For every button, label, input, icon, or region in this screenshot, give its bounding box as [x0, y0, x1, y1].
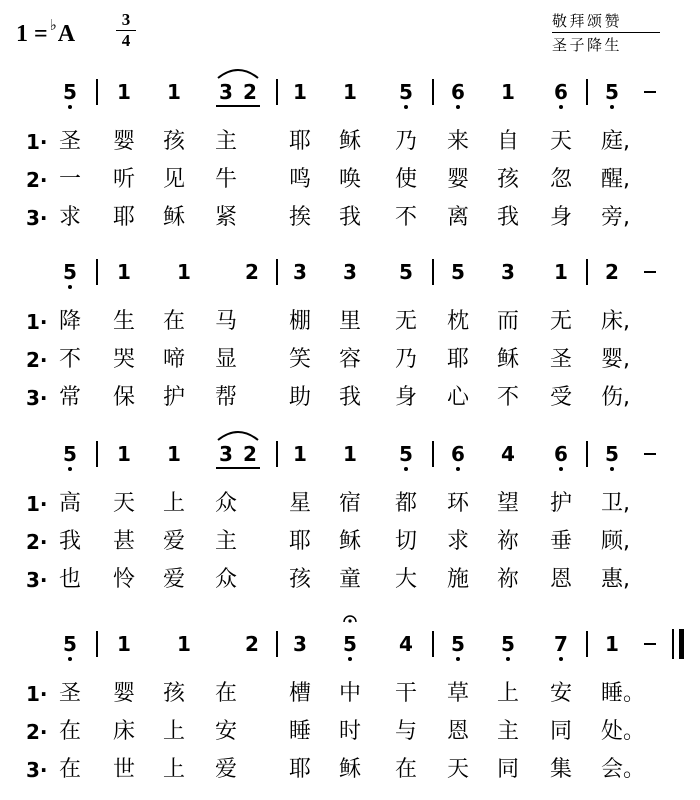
lyric-syllable: 天 — [113, 491, 136, 516]
note-digit: 5 — [63, 632, 77, 656]
lyric-syllable: 床 — [113, 719, 136, 744]
lyric-syllable: 施 — [447, 567, 470, 592]
verse-number: 2· — [26, 168, 48, 192]
note-digit: 1 — [177, 632, 191, 656]
note-digit: 2 — [605, 260, 619, 284]
key-prefix: 1 = — [16, 21, 48, 47]
lyric-syllable: 主 — [215, 529, 238, 554]
note-digit: 4 — [399, 632, 413, 656]
note-digit: 2 — [243, 80, 257, 104]
note-digit: 3 — [501, 260, 515, 284]
lyric-syllable: 耶 — [289, 129, 312, 154]
verse-number: 1· — [26, 682, 48, 706]
lyric-syllable: 而 — [497, 309, 520, 334]
lyric-syllable: 不 — [395, 205, 418, 230]
note-digit: 1 — [177, 260, 191, 284]
note-digit: 5 — [501, 632, 515, 656]
lyric-syllable: 在 — [395, 757, 418, 782]
verse-number: 3· — [26, 386, 48, 410]
lyric-syllable: 草 — [447, 681, 470, 706]
lyric-syllable: 都 — [395, 491, 418, 516]
lyric-syllable: 保 — [113, 385, 136, 410]
lyric-syllable: 稣 — [339, 529, 362, 554]
lyric-syllable: 来 — [447, 129, 470, 154]
lyric-syllable: 爱 — [215, 757, 238, 782]
note-digit: 5 — [63, 80, 77, 104]
lyric-syllable: 见 — [163, 167, 186, 192]
lyric-syllable: 我 — [339, 385, 362, 410]
verse-number: 1· — [26, 130, 48, 154]
lyric-syllable: 上 — [163, 491, 186, 516]
lyric-syllable: 忽 — [550, 167, 573, 192]
verse-number: 3· — [26, 568, 48, 592]
lyric-syllable: 圣 — [59, 681, 82, 706]
note-digit: 5 — [399, 260, 413, 284]
lyric-syllable: 庭, — [601, 129, 630, 154]
lyric-syllable: 婴 — [113, 681, 136, 706]
lyric-syllable: 爱 — [163, 529, 186, 554]
lyric-syllable: 宿 — [339, 491, 362, 516]
note-digit: 1 — [343, 442, 357, 466]
verse-number: 1· — [26, 492, 48, 516]
note-digit: 3 — [343, 260, 357, 284]
note-digit: 7 — [554, 632, 568, 656]
lyric-syllable: 不 — [497, 385, 520, 410]
category-label: 敬拜颂赞 — [552, 10, 660, 33]
note-digit: 1 — [167, 80, 181, 104]
note-digit: 1 — [117, 442, 131, 466]
lyric-syllable: 安 — [550, 681, 573, 706]
lyric-syllable: 星 — [289, 491, 312, 516]
lyric-syllable: 助 — [289, 385, 312, 410]
lyric-syllable: 切 — [395, 529, 418, 554]
note-digit: 1 — [293, 80, 307, 104]
lyric-syllable: 垂 — [550, 529, 573, 554]
note-digit: 5 — [343, 632, 357, 656]
lyric-syllable: 耶 — [289, 529, 312, 554]
lyric-syllable: 身 — [395, 385, 418, 410]
lyric-syllable: 婴 — [113, 129, 136, 154]
verse-number: 1· — [26, 310, 48, 334]
note-digit: 4 — [501, 442, 515, 466]
lyric-syllable: 啼 — [163, 347, 186, 372]
fermata-dot — [348, 619, 351, 622]
lyric-syllable: 离 — [447, 205, 470, 230]
lyric-syllable: 帮 — [215, 385, 238, 410]
note-digit: 2 — [245, 260, 259, 284]
lyric-syllable: 棚 — [289, 309, 312, 334]
lyric-syllable: 与 — [395, 719, 418, 744]
lyric-syllable: 惠, — [601, 567, 630, 592]
lyric-syllable: 祢 — [497, 529, 520, 554]
note-digit: 1 — [117, 80, 131, 104]
lyric-syllable: 也 — [59, 567, 82, 592]
lyric-syllable: 显 — [215, 347, 238, 372]
slur — [218, 432, 258, 440]
note-digit: 5 — [63, 260, 77, 284]
lyric-syllable: 无 — [395, 309, 418, 334]
lyric-syllable: 同 — [497, 757, 520, 782]
note-digit: 1 — [117, 632, 131, 656]
note-digit: 5 — [63, 442, 77, 466]
lyric-syllable: 床, — [601, 309, 630, 334]
lyric-syllable: 婴 — [447, 167, 470, 192]
lyric-syllable: 护 — [163, 385, 186, 410]
lyric-syllable: 集 — [550, 757, 573, 782]
lyric-syllable: 望 — [497, 491, 520, 516]
meter-bottom: 4 — [121, 31, 131, 50]
slur — [218, 70, 258, 78]
lyric-syllable: 稣 — [163, 205, 186, 230]
lyric-syllable: 鸣 — [289, 167, 312, 192]
note-digit: 5 — [605, 442, 619, 466]
lyric-syllable: 爱 — [163, 567, 186, 592]
lyric-syllable: 众 — [215, 491, 238, 516]
note-digit: 1 — [167, 442, 181, 466]
note-digit: 6 — [554, 442, 568, 466]
lyric-syllable: 上 — [497, 681, 520, 706]
note-digit: 1 — [293, 442, 307, 466]
lyric-syllable: 圣 — [550, 347, 573, 372]
note-digit: 2 — [243, 442, 257, 466]
note-digit: 1 — [117, 260, 131, 284]
lyric-syllable: 求 — [447, 529, 470, 554]
lyric-syllable: 在 — [215, 681, 238, 706]
lyric-syllable: 高 — [59, 491, 82, 516]
lyric-syllable: 乃 — [395, 129, 418, 154]
verse-number: 3· — [26, 758, 48, 782]
lyric-syllable: 稣 — [339, 129, 362, 154]
verse-number: 2· — [26, 348, 48, 372]
lyric-syllable: 睡。 — [601, 681, 646, 706]
lyric-syllable: 容 — [339, 347, 362, 372]
lyric-syllable: 乃 — [395, 347, 418, 372]
lyric-syllable: 孩 — [289, 567, 312, 592]
lyric-syllable: 卫, — [601, 491, 630, 516]
note-digit: 3 — [293, 260, 307, 284]
lyric-syllable: 我 — [497, 205, 520, 230]
key-letter: A — [57, 21, 76, 47]
lyric-syllable: 主 — [497, 719, 520, 744]
lyric-syllable: 孩 — [163, 129, 186, 154]
lyric-syllable: 世 — [113, 757, 136, 782]
lyric-syllable: 笑 — [289, 347, 312, 372]
lyric-syllable: 稣 — [497, 347, 520, 372]
note-digit: 5 — [451, 260, 465, 284]
lyric-syllable: 安 — [215, 719, 238, 744]
lyric-syllable: 稣 — [339, 757, 362, 782]
lyric-syllable: 我 — [339, 205, 362, 230]
lyric-syllable: 紧 — [215, 205, 238, 230]
lyric-syllable: 天 — [447, 757, 470, 782]
lyric-syllable: 马 — [215, 309, 238, 334]
lyric-syllable: 耶 — [289, 757, 312, 782]
lyric-syllable: 槽 — [289, 681, 312, 706]
lyric-syllable: 耶 — [113, 205, 136, 230]
lyric-syllable: 上 — [163, 757, 186, 782]
verse-number: 2· — [26, 530, 48, 554]
lyric-syllable: 同 — [550, 719, 573, 744]
lyric-syllable: 顾, — [601, 529, 630, 554]
lyric-syllable: 枕 — [447, 309, 470, 334]
lyric-syllable: 甚 — [113, 529, 136, 554]
lyric-syllable: 恩 — [447, 719, 470, 744]
lyric-syllable: 挨 — [289, 205, 312, 230]
lyric-syllable: 降 — [59, 309, 82, 334]
lyric-syllable: 上 — [163, 719, 186, 744]
lyric-syllable: 使 — [395, 167, 418, 192]
lyric-syllable: 环 — [447, 491, 470, 516]
lyric-syllable: 心 — [447, 385, 470, 410]
lyric-syllable: 自 — [497, 129, 520, 154]
lyric-syllable: 听 — [113, 167, 136, 192]
note-digit: 5 — [399, 80, 413, 104]
lyric-syllable: 我 — [59, 529, 82, 554]
verse-number: 2· — [26, 720, 48, 744]
lyric-syllable: 伤, — [601, 385, 630, 410]
meter-top: 3 — [121, 10, 131, 29]
note-digit: 2 — [245, 632, 259, 656]
note-digit: 5 — [399, 442, 413, 466]
note-digit: 3 — [293, 632, 307, 656]
lyric-syllable: 孩 — [497, 167, 520, 192]
note-digit: 6 — [451, 442, 465, 466]
subcategory-label: 圣子降生 — [552, 36, 623, 54]
lyric-syllable: 童 — [339, 567, 362, 592]
flat-sign: ♭ — [49, 18, 57, 34]
lyric-syllable: 受 — [550, 385, 573, 410]
lyric-syllable: 不 — [59, 347, 82, 372]
note-digit: 6 — [451, 80, 465, 104]
lyric-syllable: 耶 — [447, 347, 470, 372]
lyric-syllable: 众 — [215, 567, 238, 592]
lyric-syllable: 一 — [59, 167, 82, 192]
note-digit: 5 — [451, 632, 465, 656]
lyric-syllable: 婴, — [601, 347, 630, 372]
lyric-syllable: 孩 — [163, 681, 186, 706]
lyric-syllable: 牛 — [215, 167, 238, 192]
lyric-syllable: 求 — [59, 205, 82, 230]
lyric-syllable: 主 — [215, 129, 238, 154]
note-digit: 1 — [605, 632, 619, 656]
lyric-syllable: 怜 — [113, 567, 136, 592]
note-digit: 3 — [219, 80, 233, 104]
verse-number: 3· — [26, 206, 48, 230]
lyric-syllable: 大 — [395, 567, 418, 592]
note-digit: 1 — [343, 80, 357, 104]
lyric-syllable: 会。 — [601, 757, 646, 782]
lyric-syllable: 旁, — [601, 205, 630, 230]
lyric-syllable: 天 — [550, 129, 573, 154]
note-digit: 3 — [219, 442, 233, 466]
lyric-syllable: 在 — [59, 719, 82, 744]
lyric-syllable: 恩 — [550, 567, 573, 592]
note-digit: 1 — [501, 80, 515, 104]
note-digit: 5 — [605, 80, 619, 104]
note-digit: 1 — [554, 260, 568, 284]
lyric-syllable: 处。 — [601, 719, 646, 744]
lyric-syllable: 时 — [339, 719, 362, 744]
lyric-syllable: 哭 — [113, 347, 136, 372]
lyric-syllable: 在 — [163, 309, 186, 334]
lyric-syllable: 圣 — [59, 129, 82, 154]
lyric-syllable: 干 — [395, 681, 418, 706]
lyric-syllable: 在 — [59, 757, 82, 782]
lyric-syllable: 常 — [59, 385, 82, 410]
lyric-syllable: 醒, — [601, 167, 630, 192]
lyric-syllable: 祢 — [497, 567, 520, 592]
lyric-syllable: 生 — [113, 309, 136, 334]
lyric-syllable: 中 — [339, 681, 362, 706]
lyric-syllable: 里 — [339, 309, 362, 334]
lyric-syllable: 护 — [550, 491, 573, 516]
note-digit: 6 — [554, 80, 568, 104]
lyric-syllable: 唤 — [339, 167, 362, 192]
lyric-syllable: 无 — [550, 309, 573, 334]
lyric-syllable: 睡 — [289, 719, 312, 744]
lyric-syllable: 身 — [550, 205, 573, 230]
